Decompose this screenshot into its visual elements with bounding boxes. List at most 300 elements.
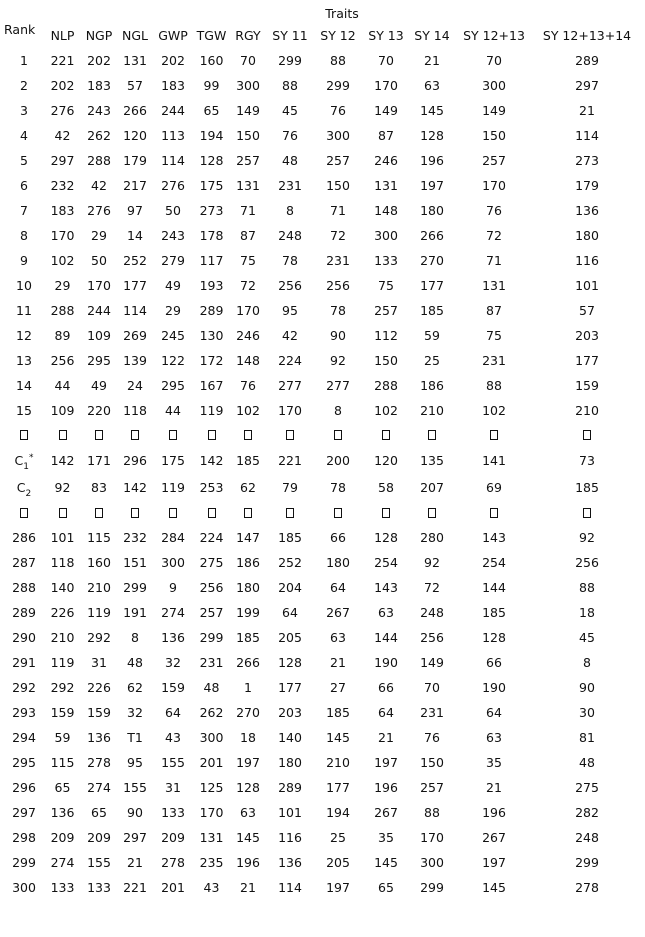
trait-value-cell: 257	[236, 153, 260, 168]
trait-value-cell: 116	[278, 830, 302, 845]
trait-value-cell: 119	[50, 655, 75, 670]
trait-value-cell: 267	[326, 605, 350, 620]
trait-value-cell: 267	[374, 805, 398, 820]
trait-value-cell: 256	[420, 630, 444, 645]
trait-value-cell: 278	[575, 880, 599, 895]
rank-cell: 4	[20, 128, 28, 143]
trait-value-cell: 175	[161, 453, 185, 468]
trait-value-cell: 185	[236, 453, 260, 468]
trait-value-cell: 159	[50, 705, 75, 720]
trait-value-cell: 232	[123, 530, 147, 545]
trait-value-cell: 207	[420, 480, 444, 495]
trait-value-cell: 87	[486, 303, 502, 318]
trait-value-cell: 72	[240, 278, 256, 293]
trait-value-cell: 180	[326, 555, 350, 570]
trait-value-cell: 50	[165, 203, 181, 218]
trait-value-cell: 63	[424, 78, 440, 93]
trait-value-cell: 136	[87, 730, 111, 745]
trait-value-cell: 30	[579, 705, 595, 720]
trait-value-cell: 72	[424, 580, 440, 595]
trait-value-cell: 120	[123, 128, 147, 143]
trait-value-cell: 177	[123, 278, 147, 293]
trait-value-cell: 257	[482, 153, 506, 168]
rank-cell: 11	[16, 303, 32, 318]
trait-value-cell: 170	[420, 830, 444, 845]
trait-value-cell: 76	[240, 378, 256, 393]
trait-value-cell: 1	[244, 680, 252, 695]
trait-value-cell: 232	[50, 178, 75, 193]
trait-value-cell: 273	[575, 153, 599, 168]
trait-value-cell: 273	[199, 203, 224, 218]
trait-value-cell: 289	[575, 53, 599, 68]
trait-value-cell: 76	[486, 203, 502, 218]
trait-value-cell: 142	[199, 453, 224, 468]
trait-value-cell: 43	[165, 730, 181, 745]
trait-value-cell: 274	[161, 605, 185, 620]
trait-value-cell: 31	[165, 780, 181, 795]
trait-value-cell: 99	[203, 78, 220, 93]
trait-value-cell: 246	[374, 153, 398, 168]
trait-value-cell: 125	[199, 780, 224, 795]
trait-value-cell: 300	[420, 855, 444, 870]
trait-value-cell: 72	[330, 228, 346, 243]
trait-value-cell: 90	[579, 680, 595, 695]
trait-value-cell: 288	[50, 303, 75, 318]
table-row	[4, 323, 640, 348]
trait-value-cell: 284	[161, 530, 185, 545]
trait-value-cell: 79	[282, 480, 298, 495]
trait-value-cell: 8	[131, 630, 139, 645]
trait-value-cell: 118	[50, 555, 75, 570]
trait-value-cell: 114	[123, 303, 147, 318]
trait-value-cell: 78	[330, 480, 346, 495]
table-row	[4, 800, 640, 825]
trait-value-cell: 150	[236, 128, 260, 143]
trait-value-cell: 101	[50, 530, 75, 545]
trait-value-cell: 277	[326, 378, 350, 393]
trait-value-cell: 151	[123, 555, 147, 570]
trait-value-cell: 257	[420, 780, 444, 795]
trait-value-cell: 171	[87, 453, 111, 468]
table-row	[4, 675, 640, 700]
table-row	[4, 173, 640, 198]
trait-value-cell: 282	[575, 805, 599, 820]
trait-value-cell: 183	[50, 203, 75, 218]
trait-value-cell: 197	[482, 855, 506, 870]
trait-value-cell: 266	[123, 103, 147, 118]
trait-value-cell: 248	[575, 830, 599, 845]
trait-value-cell: 231	[482, 353, 506, 368]
trait-value-cell: 159	[575, 378, 599, 393]
trait-value-cell: 221	[50, 53, 75, 68]
trait-value-cell: 21	[378, 730, 394, 745]
trait-value-cell: 276	[161, 178, 185, 193]
table-row	[4, 223, 640, 248]
trait-value-cell: 170	[374, 78, 398, 93]
trait-value-cell: 299	[123, 580, 147, 595]
trait-value-cell: 8	[334, 403, 342, 418]
trait-value-cell: 113	[161, 128, 185, 143]
trait-value-cell: 75	[240, 253, 256, 268]
trait-value-cell: 131	[374, 178, 398, 193]
trait-value-cell: 231	[199, 655, 224, 670]
trait-value-cell: 288	[374, 378, 398, 393]
trait-value-cell: 149	[374, 103, 398, 118]
trait-value-cell: 14	[127, 228, 143, 243]
trait-value-cell: 119	[199, 403, 224, 418]
trait-value-cell: 275	[199, 555, 224, 570]
trait-value-cell: 254	[374, 555, 398, 570]
trait-value-cell: 71	[486, 253, 502, 268]
trait-value-cell: 196	[420, 153, 444, 168]
trait-value-cell: 299	[420, 880, 444, 895]
trait-value-cell: 150	[326, 178, 350, 193]
table-row	[4, 123, 640, 148]
trait-value-cell: 43	[203, 880, 220, 895]
trait-value-cell: 209	[50, 830, 75, 845]
trait-value-cell: 87	[240, 228, 256, 243]
trait-value-cell: 145	[420, 103, 444, 118]
trait-value-cell: 117	[199, 253, 224, 268]
trait-value-cell: 139	[123, 353, 147, 368]
trait-value-cell: 220	[87, 403, 111, 418]
trait-value-cell: 202	[87, 53, 111, 68]
rank-cell: 286	[12, 530, 36, 545]
trait-value-cell: 205	[278, 630, 302, 645]
trait-value-cell: 274	[87, 780, 111, 795]
trait-value-cell: 150	[374, 353, 398, 368]
missing-glyph-icon	[410, 501, 454, 525]
trait-value-cell: 299	[575, 855, 599, 870]
rank-header: Rank	[4, 22, 36, 37]
trait-value-cell: 72	[486, 228, 502, 243]
trait-value-cell: 185	[278, 530, 302, 545]
column-header: SY 12	[320, 28, 356, 43]
rank-cell: 300	[12, 880, 36, 895]
trait-value-cell: 270	[420, 253, 444, 268]
trait-value-cell: 185	[575, 480, 599, 495]
table-row	[4, 73, 640, 98]
trait-value-cell: 226	[50, 605, 75, 620]
trait-value-cell: 183	[87, 78, 111, 93]
trait-value-cell: 95	[282, 303, 298, 318]
trait-value-cell: 75	[486, 328, 502, 343]
trait-value-cell: 202	[50, 78, 75, 93]
trait-value-cell: 64	[378, 705, 394, 720]
trait-value-cell: 191	[123, 605, 147, 620]
trait-value-cell: 177	[420, 278, 444, 293]
trait-value-cell: 101	[278, 805, 302, 820]
trait-value-cell: 102	[50, 253, 75, 268]
rank-cell: 7	[20, 203, 28, 218]
trait-value-cell: 297	[575, 78, 599, 93]
trait-value-cell: 18	[240, 730, 256, 745]
trait-value-cell: 231	[326, 253, 350, 268]
trait-value-cell: 295	[161, 378, 185, 393]
trait-value-cell: 145	[236, 830, 260, 845]
trait-value-cell: 131	[482, 278, 506, 293]
rank-cell: 288	[12, 580, 36, 595]
trait-value-cell: 136	[575, 203, 599, 218]
trait-value-cell: 277	[278, 378, 302, 393]
trait-value-cell: 155	[87, 855, 111, 870]
missing-glyph-icon	[193, 501, 230, 525]
trait-value-cell: 48	[282, 153, 298, 168]
trait-value-cell: 63	[486, 730, 502, 745]
trait-value-cell: 27	[330, 680, 346, 695]
trait-value-cell: 32	[165, 655, 181, 670]
trait-value-cell: 50	[91, 253, 107, 268]
trait-value-cell: 58	[378, 480, 394, 495]
trait-value-cell: 231	[278, 178, 302, 193]
trait-value-cell: 203	[278, 705, 302, 720]
check-cultivar-label: $C_2$	[16, 480, 32, 499]
trait-value-cell: 276	[87, 203, 111, 218]
trait-value-cell: 133	[87, 880, 111, 895]
trait-value-cell: 140	[50, 580, 75, 595]
trait-value-cell: 231	[420, 705, 444, 720]
column-header: SY 13	[368, 28, 404, 43]
omitted-rows-marker	[4, 423, 640, 447]
trait-value-cell: 226	[87, 680, 111, 695]
trait-value-cell: 73	[579, 453, 595, 468]
trait-value-cell: 210	[50, 630, 75, 645]
trait-value-cell: 21	[486, 780, 502, 795]
trait-value-cell: 45	[282, 103, 298, 118]
table-row	[4, 148, 640, 173]
trait-value-cell: 131	[236, 178, 260, 193]
column-header: NLP	[50, 28, 75, 43]
trait-value-cell: 114	[161, 153, 185, 168]
trait-value-cell: 62	[240, 480, 256, 495]
trait-value-cell: 296	[123, 453, 147, 468]
trait-value-cell: 160	[199, 53, 224, 68]
trait-value-cell: 262	[199, 705, 224, 720]
trait-value-cell: 92	[424, 555, 440, 570]
trait-value-cell: 112	[374, 328, 398, 343]
table-row	[4, 725, 640, 750]
trait-value-cell: 70	[424, 680, 440, 695]
trait-value-cell: 89	[54, 328, 71, 343]
column-header: SY 14	[414, 28, 450, 43]
ranking-table-page	[4, 6, 640, 900]
table-row	[4, 298, 640, 323]
trait-value-cell: 78	[282, 253, 298, 268]
trait-value-cell: 148	[236, 353, 260, 368]
trait-value-cell: 65	[203, 103, 220, 118]
rank-cell: 292	[12, 680, 36, 695]
trait-value-cell: 280	[420, 530, 444, 545]
trait-value-cell: 185	[420, 303, 444, 318]
trait-value-cell: 221	[123, 880, 147, 895]
omitted-rows-marker	[4, 501, 640, 525]
trait-value-cell: 179	[123, 153, 147, 168]
table-row	[4, 248, 640, 273]
missing-glyph-icon	[410, 423, 454, 447]
trait-value-cell: 92	[330, 353, 346, 368]
rank-cell: 15	[16, 403, 32, 418]
trait-value-cell: 25	[330, 830, 346, 845]
trait-value-cell: 48	[579, 755, 595, 770]
trait-value-cell: 209	[87, 830, 111, 845]
trait-value-cell: 278	[87, 755, 111, 770]
trait-value-cell: 256	[278, 278, 302, 293]
trait-value-cell: 185	[236, 630, 260, 645]
trait-value-cell: 180	[236, 580, 260, 595]
trait-value-cell: 102	[482, 403, 506, 418]
trait-value-cell: 224	[199, 530, 224, 545]
column-header-row	[4, 28, 640, 48]
trait-value-cell: 177	[326, 780, 350, 795]
trait-value-cell: 254	[482, 555, 506, 570]
trait-value-cell: 243	[161, 228, 185, 243]
rank-cell: 290	[12, 630, 36, 645]
trait-value-cell: 144	[374, 630, 398, 645]
trait-value-cell: 118	[123, 403, 147, 418]
trait-value-cell: 62	[127, 680, 143, 695]
trait-value-cell: 135	[420, 453, 444, 468]
rank-cell: 289	[12, 605, 36, 620]
trait-value-cell: 179	[575, 178, 599, 193]
trait-value-cell: 32	[127, 705, 143, 720]
trait-value-cell: 210	[575, 403, 599, 418]
trait-value-cell: 66	[378, 680, 394, 695]
missing-glyph-icon	[44, 423, 81, 447]
trait-value-cell: 288	[87, 153, 111, 168]
trait-value-cell: 267	[482, 830, 506, 845]
trait-value-cell: 235	[199, 855, 224, 870]
rank-cell: 291	[12, 655, 36, 670]
trait-value-cell: 133	[161, 805, 185, 820]
trait-value-cell: 128	[374, 530, 398, 545]
trait-value-cell: 172	[199, 353, 224, 368]
trait-value-cell: 289	[278, 780, 302, 795]
trait-value-cell: 276	[50, 103, 75, 118]
trait-value-cell: 221	[278, 453, 302, 468]
trait-value-cell: 49	[91, 378, 107, 393]
trait-value-cell: 87	[378, 128, 394, 143]
rank-cell: 295	[12, 755, 36, 770]
missing-glyph-icon	[534, 423, 640, 447]
rank-cell: 13	[16, 353, 32, 368]
trait-value-cell: 88	[330, 53, 346, 68]
trait-value-cell: 200	[326, 453, 350, 468]
column-header: RGY	[235, 28, 261, 43]
trait-value-cell: 217	[123, 178, 147, 193]
trait-value-cell: 35	[486, 755, 502, 770]
trait-value-cell: 244	[161, 103, 185, 118]
rank-cell: 6	[20, 178, 28, 193]
trait-value-cell: 142	[50, 453, 75, 468]
trait-value-cell: 253	[199, 480, 224, 495]
trait-value-cell: 63	[378, 605, 394, 620]
table-row	[4, 98, 640, 123]
trait-value-cell: 116	[575, 253, 599, 268]
trait-value-cell: 299	[199, 630, 224, 645]
trait-value-cell: 76	[282, 128, 298, 143]
trait-value-cell: 92	[54, 480, 71, 495]
trait-value-cell: 145	[326, 730, 350, 745]
table-row	[4, 198, 640, 223]
rank-cell: 294	[12, 730, 36, 745]
trait-value-cell: 210	[420, 403, 444, 418]
trait-value-cell: 178	[199, 228, 224, 243]
trait-value-cell: 115	[50, 755, 75, 770]
trait-value-cell: 180	[420, 203, 444, 218]
missing-glyph-icon	[44, 501, 81, 525]
trait-value-cell: 66	[486, 655, 502, 670]
trait-value-cell: 102	[374, 403, 398, 418]
trait-value-cell: 88	[282, 78, 298, 93]
trait-value-cell: 196	[374, 780, 398, 795]
trait-value-cell: 299	[278, 53, 302, 68]
table-row	[4, 373, 640, 398]
trait-value-cell: 186	[420, 378, 444, 393]
trait-value-cell: 159	[161, 680, 185, 695]
trait-value-cell: 147	[236, 530, 260, 545]
check-cultivar-label: $C_1^*$	[14, 453, 34, 472]
trait-value-cell: 21	[424, 53, 440, 68]
table-row	[4, 525, 640, 550]
trait-value-cell: 292	[50, 680, 75, 695]
trait-value-cell: 76	[424, 730, 440, 745]
trait-value-cell: 133	[50, 880, 75, 895]
trait-value-cell: 180	[575, 228, 599, 243]
trait-value-cell: 257	[374, 303, 398, 318]
trait-ranking-table	[4, 6, 640, 900]
trait-value-cell: 136	[50, 805, 75, 820]
trait-value-cell: 81	[579, 730, 595, 745]
trait-value-cell: 63	[240, 805, 256, 820]
trait-value-cell: 119	[161, 480, 185, 495]
trait-value-cell: 197	[236, 755, 260, 770]
trait-value-cell: 196	[236, 855, 260, 870]
trait-value-cell: 297	[123, 830, 147, 845]
column-header: NGP	[85, 28, 113, 43]
missing-glyph-icon	[117, 501, 153, 525]
rank-cell: 287	[12, 555, 36, 570]
trait-value-cell: 210	[326, 755, 350, 770]
trait-value-cell: 78	[330, 303, 346, 318]
trait-value-cell: 190	[374, 655, 398, 670]
table-row	[4, 348, 640, 373]
trait-value-cell: 101	[575, 278, 599, 293]
trait-value-cell: 201	[161, 880, 185, 895]
rank-cell: 297	[12, 805, 36, 820]
table-row	[4, 775, 640, 800]
trait-value-cell: 199	[236, 605, 260, 620]
trait-value-cell: 119	[87, 605, 111, 620]
trait-value-cell: 24	[127, 378, 143, 393]
trait-value-cell: 256	[575, 555, 599, 570]
trait-value-cell: 170	[87, 278, 111, 293]
trait-value-cell: 150	[482, 128, 506, 143]
trait-value-cell: 274	[50, 855, 75, 870]
trait-value-cell: 205	[326, 855, 350, 870]
missing-glyph-icon	[314, 501, 362, 525]
trait-value-cell: 97	[127, 203, 143, 218]
trait-value-cell: 143	[482, 530, 506, 545]
trait-value-cell: 186	[236, 555, 260, 570]
trait-value-cell: 256	[326, 278, 350, 293]
column-header: NGL	[121, 28, 148, 43]
trait-value-cell: 70	[486, 53, 502, 68]
trait-value-cell: 48	[127, 655, 143, 670]
trait-value-cell: 102	[236, 403, 260, 418]
missing-glyph-icon	[153, 423, 193, 447]
trait-value-cell: 71	[330, 203, 346, 218]
trait-value-cell: 9	[169, 580, 177, 595]
